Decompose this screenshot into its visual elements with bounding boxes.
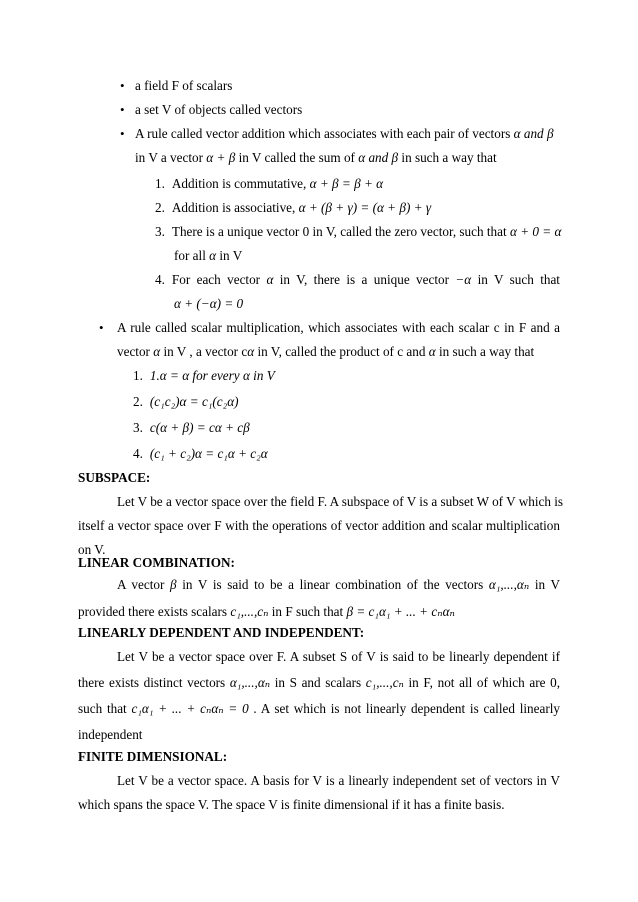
bullet-scalar-multiplication-cont: vector α in V , a vector cα in V, called the product of c and α in such a way that [117,344,535,359]
linear-dependence-text-4: independent [78,727,143,742]
heading-linear-combination: LINEAR COMBINATION: [78,555,235,570]
addition-axiom-4: 4. For each vector α in V, there is a unique vector −α in V such that [155,272,560,287]
math: α [247,344,255,359]
math: α₁,...,αₙ [229,675,271,690]
math: α₁,...,αₙ [488,577,530,592]
math: β [170,577,177,592]
math: α + (β + γ) = (α + β) + γ [298,200,432,215]
math: α [428,344,436,359]
bullet-vector-addition: A rule called vector addition which associates with each pair of vectors α and β [135,126,554,141]
math: −α [455,272,472,287]
math: α [153,344,161,359]
linear-dependence-text-2: there exists distinct vectors α₁,...,αₙ in S and scalars c₁,...,cₙ in F, not all of which are 0, [78,675,560,690]
math: (c₁c₂)α = c₁(c₂α) [149,394,239,409]
heading-linear-dependence: LINEARLY DEPENDENT AND INDEPENDENT: [78,625,365,640]
math: α and β [513,126,554,141]
bullet-dot: • [120,126,125,141]
math: α [266,272,274,287]
subspace-text-1: Let V be a vector space over the field F. A subspace of V is a subset W of V which is [117,494,564,509]
scalar-axiom-1: 1. 1.α = α for every α in V [133,368,275,383]
math: c₁α₁ + ... + cₙαₙ = 0 [131,701,249,716]
subspace-text-2: itself a vector space over F with the operations of vector addition and scalar multiplication [78,518,560,533]
math: α [209,248,217,263]
subspace-text-3: on V. [78,542,106,557]
scalar-axiom-3: 3. c(α + β) = cα + cβ [133,420,250,435]
linear-dependence-text-3: such that c₁α₁ + ... + cₙαₙ = 0 . A set which is not linearly dependent is called linearly [78,701,560,716]
math: α + β [206,150,236,165]
addition-axiom-3-cont: for all α in V [174,248,243,263]
linear-dependence-text-1: Let V be a vector space over F. A subset S of V is said to be linearly dependent if [117,649,560,664]
math: c(α + β) = cα + cβ [149,420,250,435]
linear-combination-text-2: provided there exists scalars c₁,...,cₙ in F such that β = c₁α₁ + ... + cₙαₙ [78,604,455,619]
math: c₁,...,cₙ [365,675,404,690]
math: (c₁ + c₂)α = c₁α + c₂α [149,446,268,461]
linear-combination-text-1: A vector β in V is said to be a linear combination of the vectors α₁,...,αₙ in V [117,577,561,592]
math: c₁,...,cₙ [230,604,269,619]
addition-axiom-4-cont [174,296,243,312]
math: α + 0 = α [509,224,562,239]
finite-dimensional-text-1: Let V be a vector space. A basis for V is a linearly independent set of vectors in V [117,773,560,788]
math: α + (−α) = 0 [174,296,244,311]
bullet-vector-addition-cont: in V a vector α + β in V called the sum of α and β in such a way that [135,150,497,165]
bullet-scalar-multiplication: A rule called scalar multiplication, which associates with each scalar c in F and a [117,320,560,335]
scalar-axiom-2: 2. (c₁c₂)α = c₁(c₂α) [133,394,239,409]
bullet-dot: • [120,102,125,117]
scalar-axiom-4: 4. (c₁ + c₂)α = c₁α + c₂α [133,446,268,461]
heading-finite-dimensional: FINITE DIMENSIONAL: [78,749,228,764]
math: 1.α = α for every α in V [149,368,275,383]
finite-dimensional-text-2: which spans the space V. The space V is finite dimensional if it has a finite basis. [78,797,505,812]
bullet-set-of-vectors: a set V of objects called vectors [135,102,303,117]
bullet-field-of-scalars: a field F of scalars [135,78,233,93]
addition-axiom-3: 3. There is a unique vector 0 in V, called the zero vector, such that α + 0 = α [155,224,562,239]
bullet-dot: • [120,78,125,93]
addition-axiom-1: 1. Addition is commutative, α + β = β + α [155,176,384,191]
math: α and β [358,150,399,165]
bullet-dot: • [99,320,104,335]
math: α + β = β + α [309,176,384,191]
heading-subspace: SUBSPACE: [78,470,151,485]
addition-axiom-2: 2. Addition is associative, α + (β + γ) = (α + β) + γ [155,200,432,215]
math: β = c₁α₁ + ... + cₙαₙ [346,604,455,619]
